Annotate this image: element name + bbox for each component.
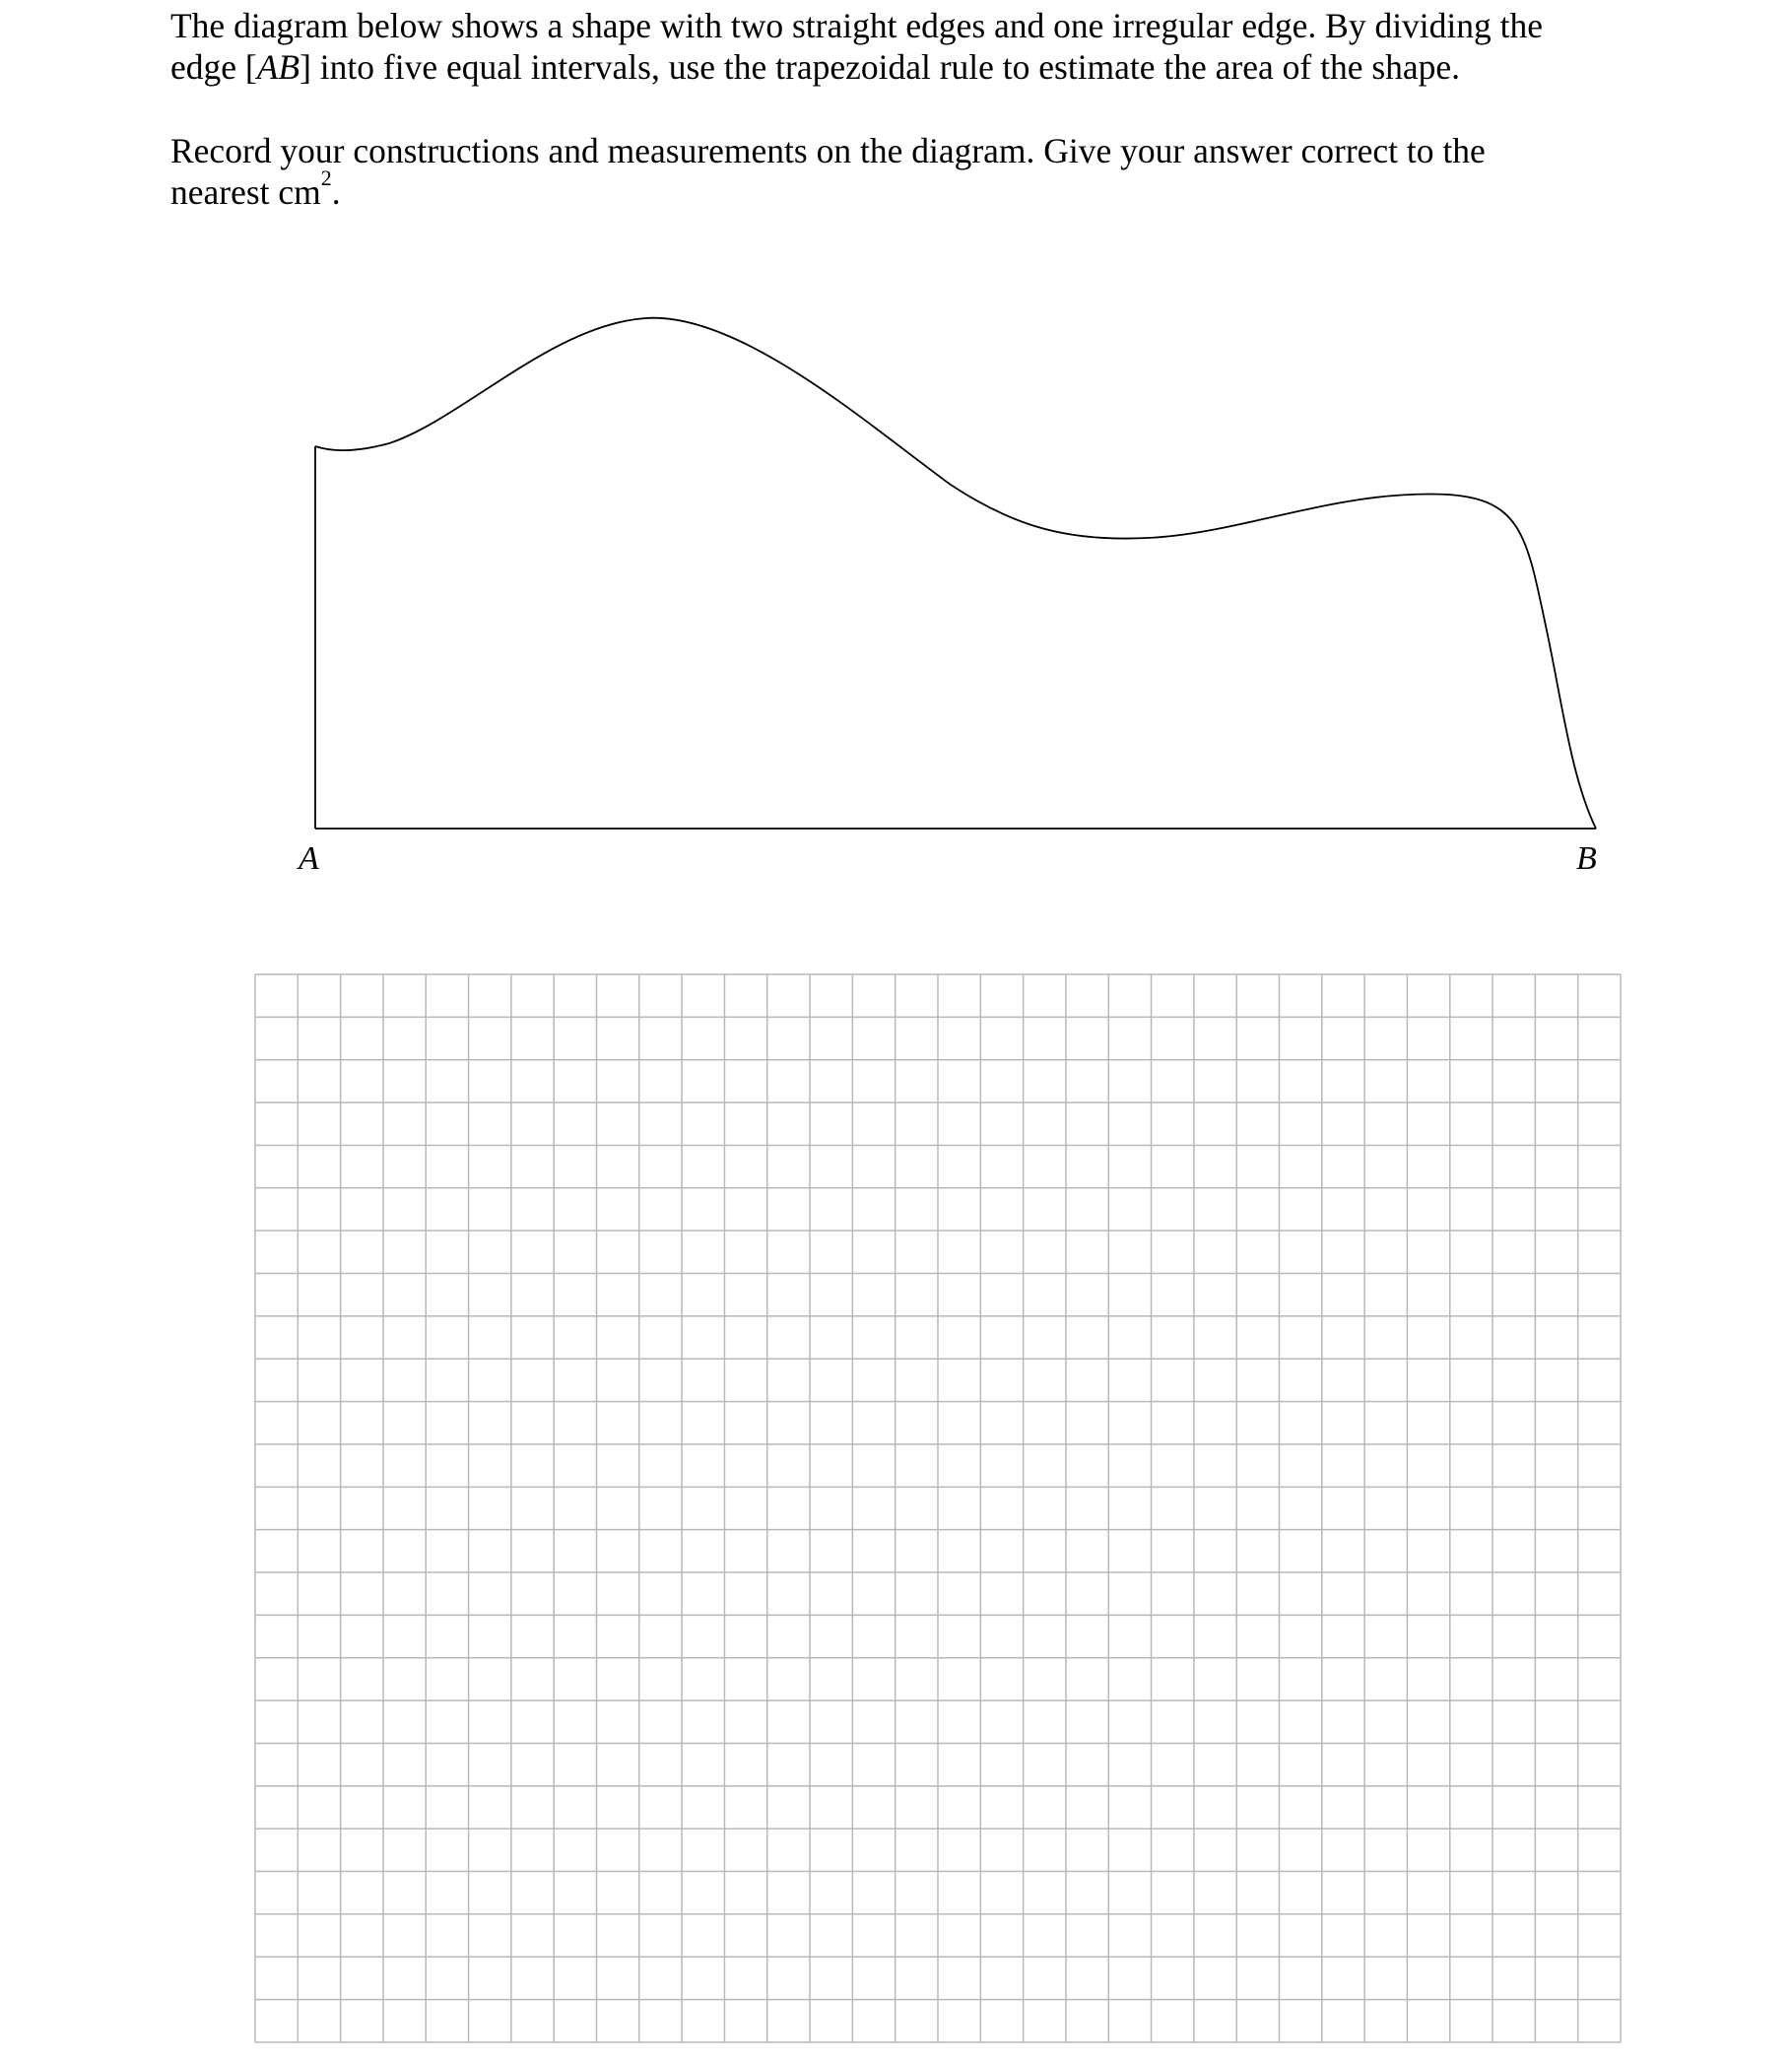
question-line-2-end: ] into five equal intervals, use the trapezoidal rule to estimate the area of the shape. bbox=[299, 47, 1461, 87]
instruction-line-2-text: nearest cm bbox=[170, 172, 321, 212]
question-paragraph-2 bbox=[170, 130, 1619, 213]
instruction-line-1: Record your constructions and measurements on the diagram. Give your answer correct to the bbox=[170, 131, 1486, 170]
instruction-line-2 bbox=[170, 166, 1619, 213]
point-a-label: A bbox=[299, 840, 319, 877]
question-line-1: The diagram below shows a shape with two straight edges and one irregular edge. By dividing the bbox=[170, 6, 1544, 45]
graph-paper-grid bbox=[255, 974, 1621, 2042]
point-b-label: B bbox=[1576, 840, 1597, 877]
units-superscript: 2 bbox=[320, 166, 332, 190]
irregular-edge-curve bbox=[315, 318, 1596, 829]
irregular-shape bbox=[315, 318, 1596, 829]
question-paragraph-1 bbox=[170, 5, 1619, 88]
question-line-2 bbox=[170, 46, 1619, 88]
instruction-line-2-period: . bbox=[331, 172, 341, 212]
edge-ab-label: AB bbox=[256, 47, 300, 87]
question-line-2-start: edge [ bbox=[170, 47, 257, 87]
